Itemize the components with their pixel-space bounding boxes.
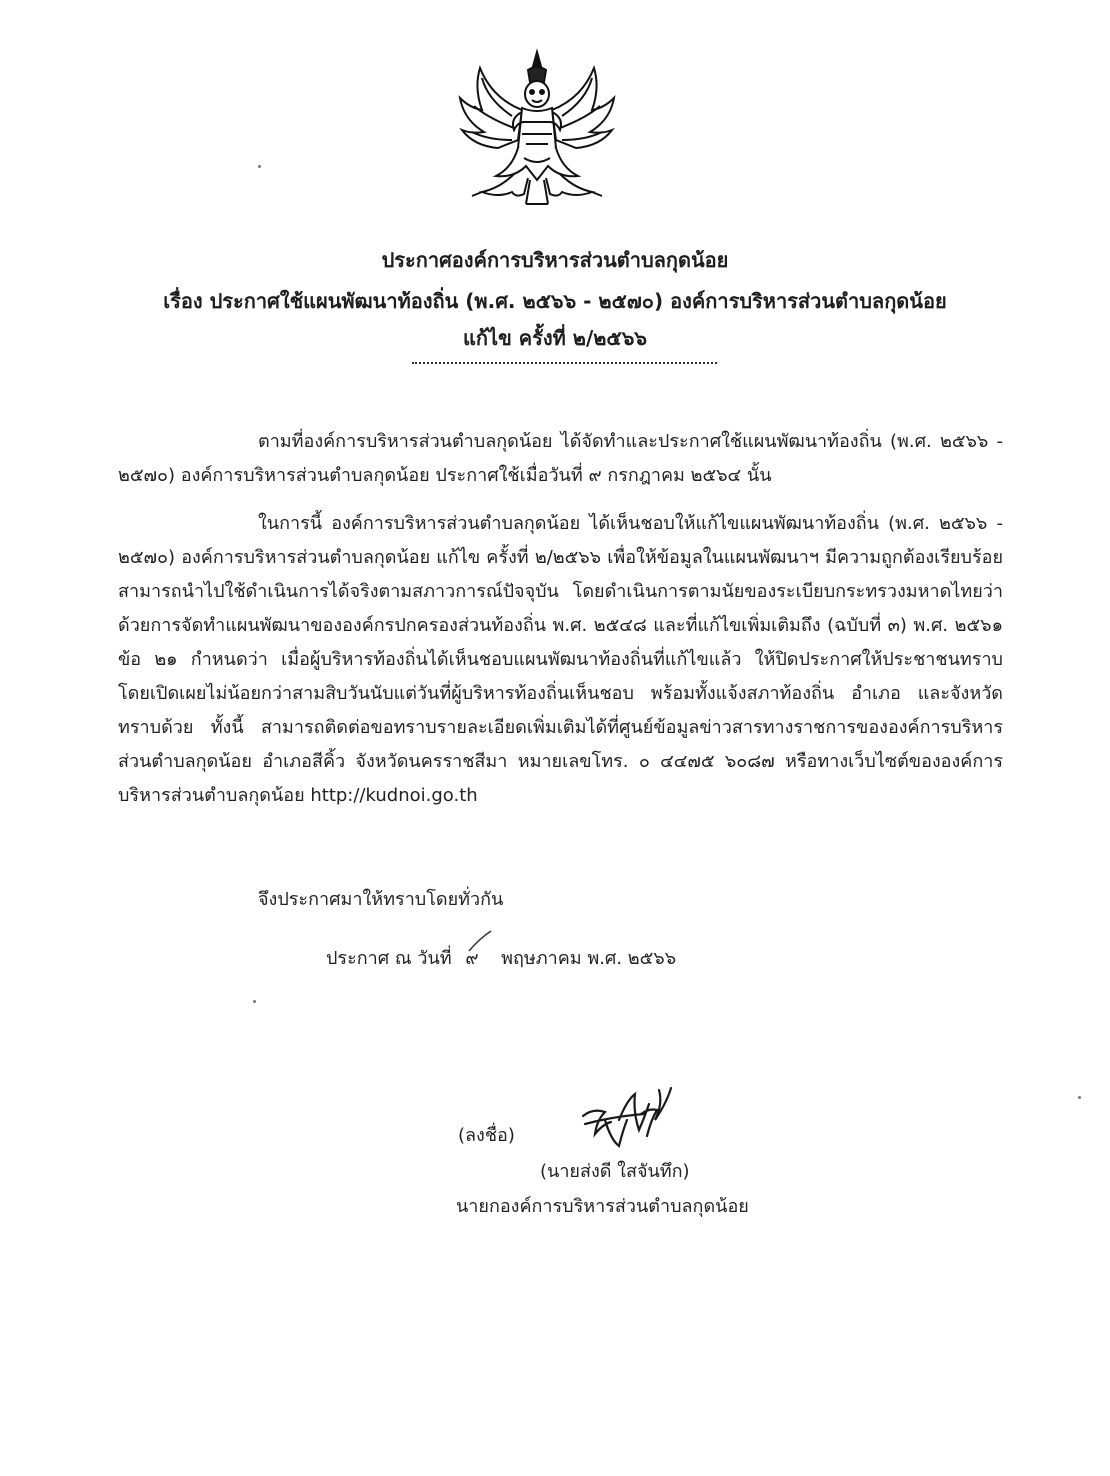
scan-speck <box>258 165 261 168</box>
body-paragraph-1: ตามที่องค์การบริหารส่วนตำบลกุดน้อย ได้จัดทำและประกาศใช้แผนพัฒนาท้องถิ่น (พ.ศ. ๒๕๖๖ - ๒๕๗๐) องค์การบริหารส่วนตำบลกุดน้อย ประกาศใช้เมื่อวันที่ ๙ กรกฎาคม ๒๕๖๔ นั้น <box>118 431 1003 486</box>
handwritten-signature <box>575 1080 675 1152</box>
handwritten-tick-icon <box>465 929 495 955</box>
dotted-divider <box>412 362 717 364</box>
announcement-date <box>326 943 676 972</box>
signatory-name: (นายส่งดี ใสจันทึก) <box>540 1161 690 1182</box>
scan-speck <box>1078 1096 1081 1099</box>
signature-label: (ลงชื่อ) <box>458 1125 515 1146</box>
announcement-revision: แก้ไข ครั้งที่ ๒/๒๕๖๖ <box>463 326 647 350</box>
announcement-subject: เรื่อง ประกาศใช้แผนพัฒนาท้องถิ่น (พ.ศ. ๒๕๖๖ - ๒๕๗๐) องค์การบริหารส่วนตำบลกุดน้อย <box>163 289 947 313</box>
body-paragraph-2: ในการนี้ องค์การบริหารส่วนตำบลกุดน้อย ได้เห็นชอบให้แก้ไขแผนพัฒนาท้องถิ่น (พ.ศ. ๒๕๖๖ - ๒๕๗๐) องค์การบริหารส่วนตำบลกุดน้อย แก้ไข ครั้งที่ ๒/๒๕๖๖ เพื่อให้ข้อมูลในแผนพัฒนาฯ มีความถูกต้องเรียบร้อย สามารถนำไปใช้ดำเนินการได้จริงตามสภาวการณ์ปัจจุบัน โดยดำเนินการตามนัยของระเบียบกระทรวงมหาดไทยว่าด้วยการจัดทำแผนพัฒนาขององค์กรปกครองส่วนท้องถิ่น พ.ศ. ๒๕๔๘ และที่แก้ไขเพิ่มเติมถึง (ฉบับที่ ๓) พ.ศ. ๒๕๖๑ ข้อ ๒๑ กำหนดว่า เมื่อผู้บริหารท้องถิ่นได้เห็นชอบแผนพัฒนาท้องถิ่นที่แก้ไขแล้ว ให้ปิดประกาศให้ประชาชนทราบโดยเปิดเผยไม่น้อยกว่าสามสิบวันนับแต่วันที่ผู้บริหารท้องถิ่นเห็นชอบ พร้อมทั้งแจ้งสภาท้องถิ่น อำเภอ และจังหวัดทราบด้วย ทั้งนี้ สามารถติดต่อขอทราบรายละเอียดเพิ่มเติมได้ที่ศูนย์ข้อมูลข่าวสารทางราชการขององค์การบริหารส่วนตำบลกุดน้อย อำเภอสีคิ้ว จังหวัดนครราชสีมา หมายเลขโทร. ๐ ๔๔๗๕ ๖๐๘๗ หรือทางเว็บไซต์ขององค์การบริหารส่วนตำบลกุดน้อย http://kudnoi.go.th <box>118 513 1003 806</box>
garuda-emblem-icon <box>452 48 622 208</box>
announcement-heading: ประกาศองค์การบริหารส่วนตำบลกุดน้อย <box>381 248 729 272</box>
date-day <box>457 943 495 972</box>
date-day-value: ๙ <box>465 948 479 969</box>
scan-speck <box>253 1000 256 1003</box>
date-prefix: ประกาศ ณ วันที่ <box>326 948 452 969</box>
date-suffix: พฤษภาคม พ.ศ. ๒๕๖๖ <box>501 948 677 969</box>
closing-statement: จึงประกาศมาให้ทราบโดยทั่วกัน <box>258 889 504 910</box>
signatory-position: นายกองค์การบริหารส่วนตำบลกุดน้อย <box>456 1196 749 1217</box>
